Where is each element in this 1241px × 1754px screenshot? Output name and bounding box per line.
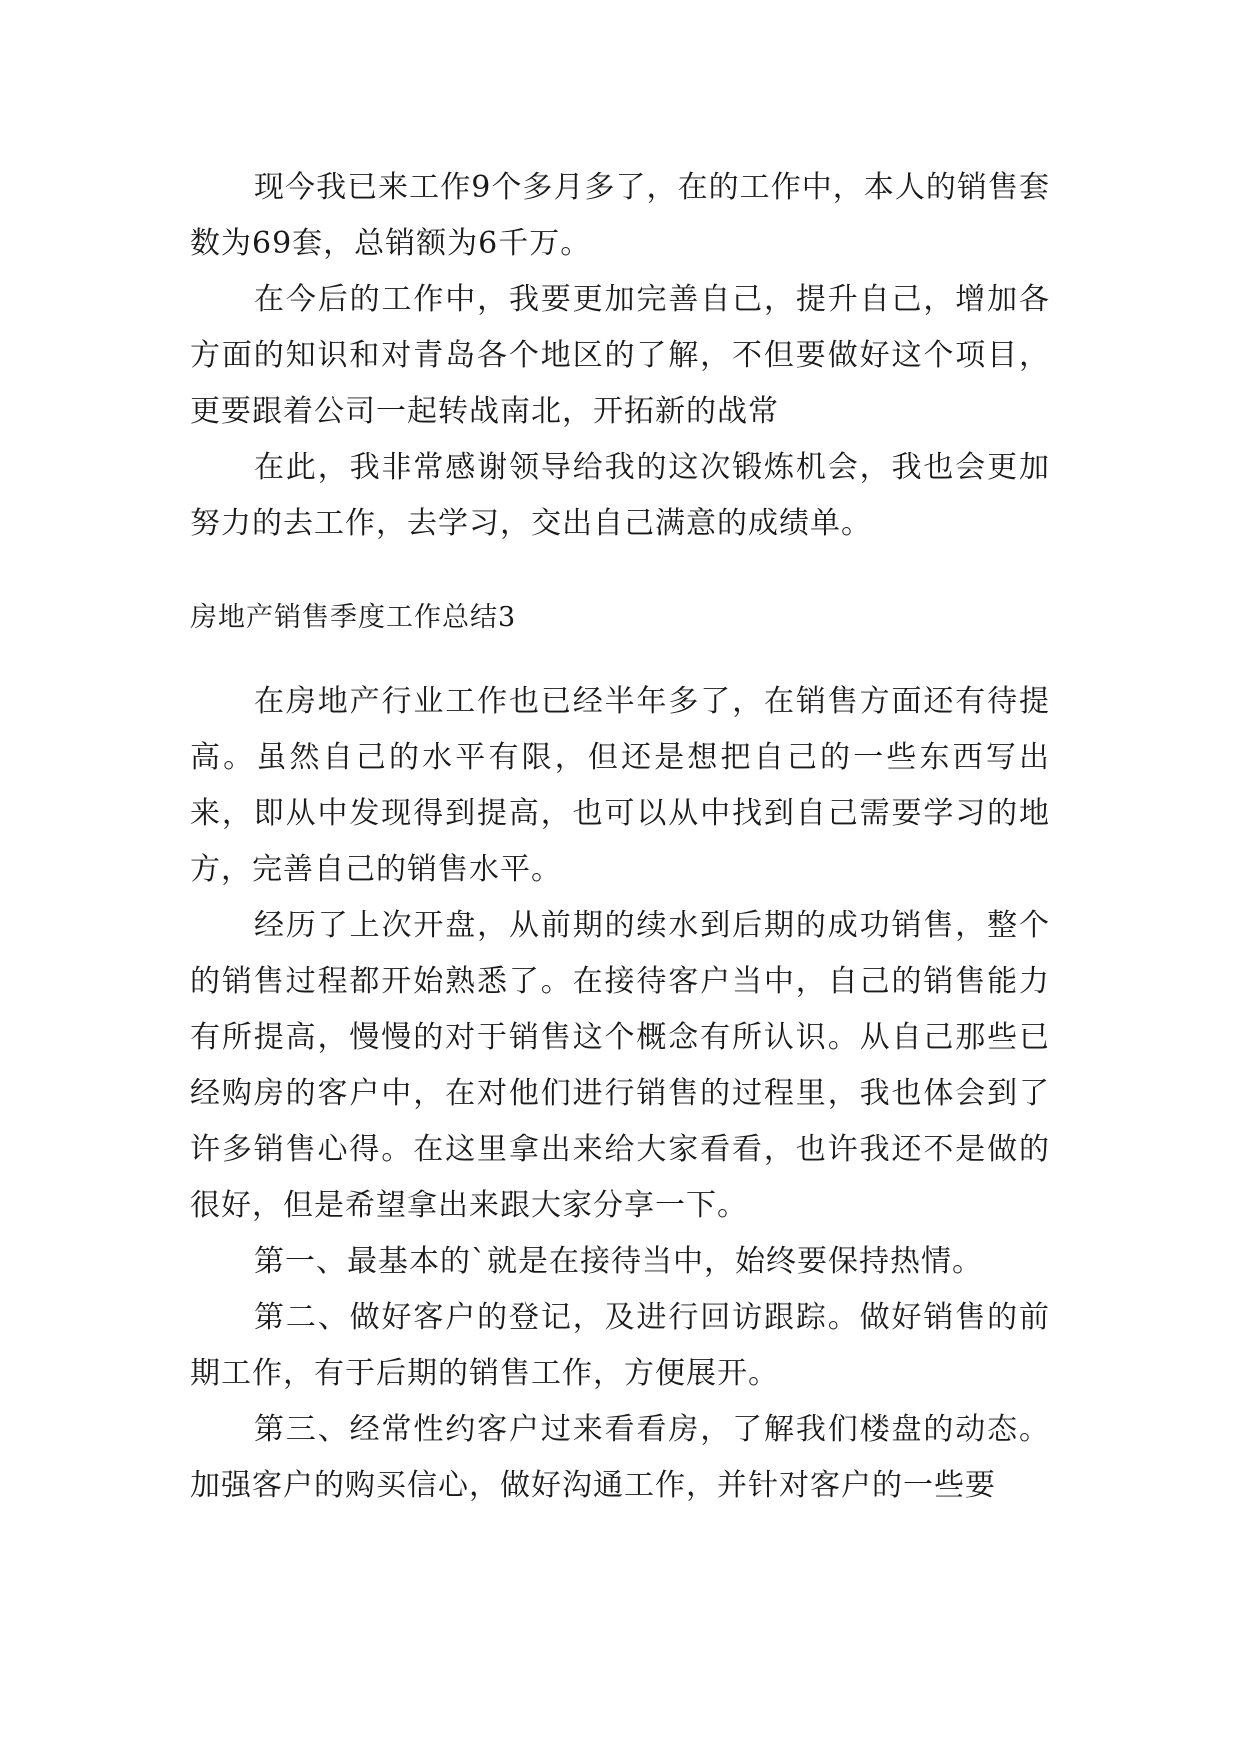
section-heading: 房地产销售季度工作总结3 <box>190 602 517 633</box>
paragraph: 在此，我非常感谢领导给我的这次锻炼机会，我也会更加努力的去工作，去学习，交出自己满意的成绩单。 <box>190 450 1050 541</box>
paragraph: 在今后的工作中，我要更加完善自己，提升自己，增加各方面的知识和对青岛各个地区的了解，不但要做好这个项目，更要跟着公司一起转战南北，开拓新的战常 <box>190 282 1050 429</box>
paragraph: 第一、最基本的`就是在接待当中，始终要保持热情。 <box>254 1244 983 1279</box>
body-text-top <box>190 160 1050 552</box>
paragraph: 在房地产行业工作也已经半年多了，在销售方面还有待提高。虽然自己的水平有限，但还是想把自己的一些东西写出来，即从中发现得到提高，也可以从中找到自己需要学习的地方，完善自己的销售水平。 <box>190 684 1050 887</box>
paragraph: 第二、做好客户的登记，及进行回访跟踪。做好销售的前期工作，有于后期的销售工作，方便展开。 <box>190 1300 1050 1391</box>
paragraph: 现今我已来工作9个多月多了，在的工作中，本人的销售套数为69套，总销额为6千万。 <box>190 170 1050 261</box>
paragraph: 第三、经常性约客户过来看看房，了解我们楼盘的动态。加强客户的购买信心，做好沟通工作，并针对客户的一些要 <box>190 1412 1050 1503</box>
paragraph: 经历了上次开盘，从前期的续水到后期的成功销售，整个的销售过程都开始熟悉了。在接待客户当中，自己的销售能力有所提高，慢慢的对于销售这个概念有所认识。从自己那些已经购房的客户中，在对他们进行销售的过程里，我也体会到了许多销售心得。在这里拿出来给大家看看，也许我还不是做的很好，但是希望拿出来跟大家分享一下。 <box>190 908 1050 1223</box>
body-text-bottom <box>190 674 1050 1514</box>
